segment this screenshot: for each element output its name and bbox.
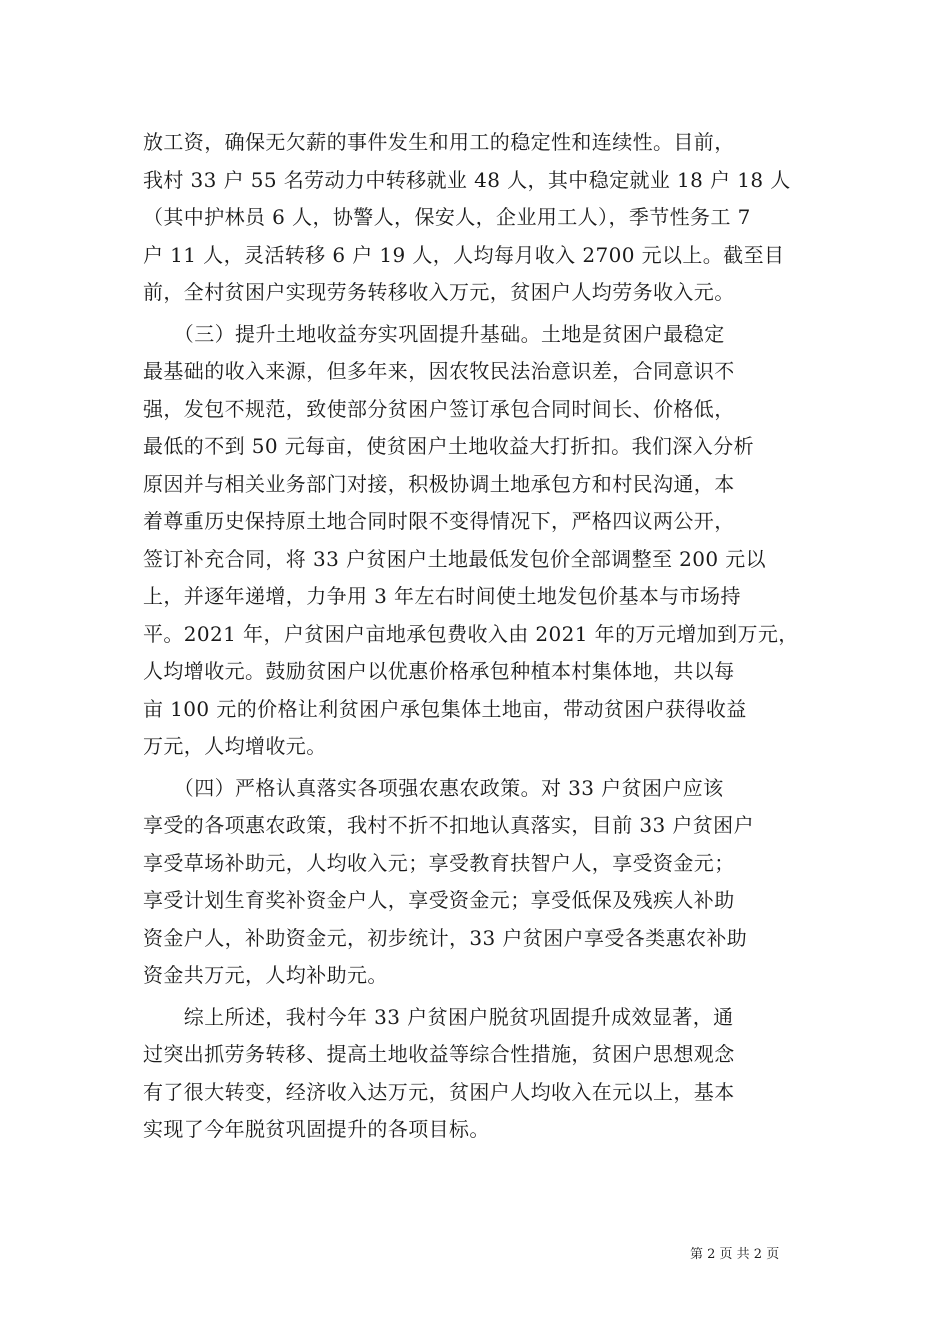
text-line: 过突出抓劳务转移、提高土地收益等综合性措施，贫困户思想观念	[143, 1042, 735, 1066]
text-line: 有了很大转变，经济收入达万元，贫困户人均收入在元以上，基本	[143, 1079, 735, 1104]
body-text	[143, 124, 823, 1153]
text-line: 综上所述，我村今年 33 户贫困户脱贫巩固提升成效显著，通	[143, 1004, 734, 1029]
text-line: 享受计划生育奖补资金户人，享受资金元；享受低保及残疾人补助	[143, 888, 735, 912]
text-line: 我村 33 户 55 名劳动力中转移就业 48 人，其中稳定就业 18 户 18 人	[143, 167, 791, 192]
text-line: 最基础的收入来源，但多年来，因农牧民法治意识差，合同意识不	[143, 359, 735, 383]
paragraph-labor-transfer	[143, 124, 823, 312]
text-line: （三）提升土地收益夯实巩固提升基础。土地是贫困户最稳定	[143, 321, 725, 346]
text-line: 人均增收元。鼓励贫困户以优惠价格承包种植本村集体地，共以每	[143, 659, 735, 683]
paragraph-summary	[143, 999, 823, 1149]
page-number-footer: 第 2 页 共 2 页	[690, 1247, 780, 1262]
text-line: 资金户人，补助资金元，初步统计，33 户贫困户享受各类惠农补助	[143, 925, 748, 950]
paragraph-land-income	[143, 316, 823, 766]
text-line: 放工资，确保无欠薪的事件发生和用工的稳定性和连续性。目前，	[143, 130, 735, 154]
text-line: 强，发包不规范，致使部分贫困户签订承包合同时间长、价格低，	[143, 396, 735, 421]
text-line: 签订补充合同，将 33 户贫困户土地最低发包价全部调整至 200 元以	[143, 546, 767, 571]
text-line: 享受的各项惠农政策，我村不折不扣地认真落实，目前 33 户贫困户	[143, 813, 754, 837]
text-line: 着尊重历史保持原土地合同时限不变得情况下，严格四议两公开，	[143, 509, 735, 533]
text-line: 平。2021 年，户贫困户亩地承包费收入由 2021 年的万元增加到万元，	[143, 621, 799, 646]
text-line: 实现了今年脱贫巩固提升的各项目标。	[143, 1117, 490, 1141]
text-line: 最低的不到 50 元每亩，使贫困户土地收益大打折扣。我们深入分析	[143, 434, 754, 458]
text-line: 原因并与相关业务部门对接，积极协调土地承包方和村民沟通，本	[143, 471, 735, 496]
text-line: 前，全村贫困户实现劳务转移收入万元，贫困户人均劳务收入元。	[143, 280, 735, 304]
text-line: 资金共万元，人均补助元。	[143, 963, 388, 987]
text-line: 万元，人均增收元。	[143, 734, 327, 758]
text-line: 上，并逐年递增，力争用 3 年左右时间使土地发包价基本与市场持	[143, 584, 741, 608]
paragraph-policy	[143, 770, 823, 995]
text-line: 享受草场补助元，人均收入元；享受教育扶智户人，享受资金元；	[143, 850, 735, 875]
text-line: 亩 100 元的价格让利贫困户承包集体土地亩，带动贫困户获得收益	[143, 696, 747, 721]
text-line: （其中护林员 6 人，协警人，保安人，企业用工人），季节性务工 7	[143, 205, 751, 229]
text-line: 户 11 人，灵活转移 6 户 19 人，人均每月收入 2700 元以上。截至目	[143, 242, 785, 267]
text-line: （四）严格认真落实各项强农惠农政策。对 33 户贫困户应该	[143, 775, 724, 800]
